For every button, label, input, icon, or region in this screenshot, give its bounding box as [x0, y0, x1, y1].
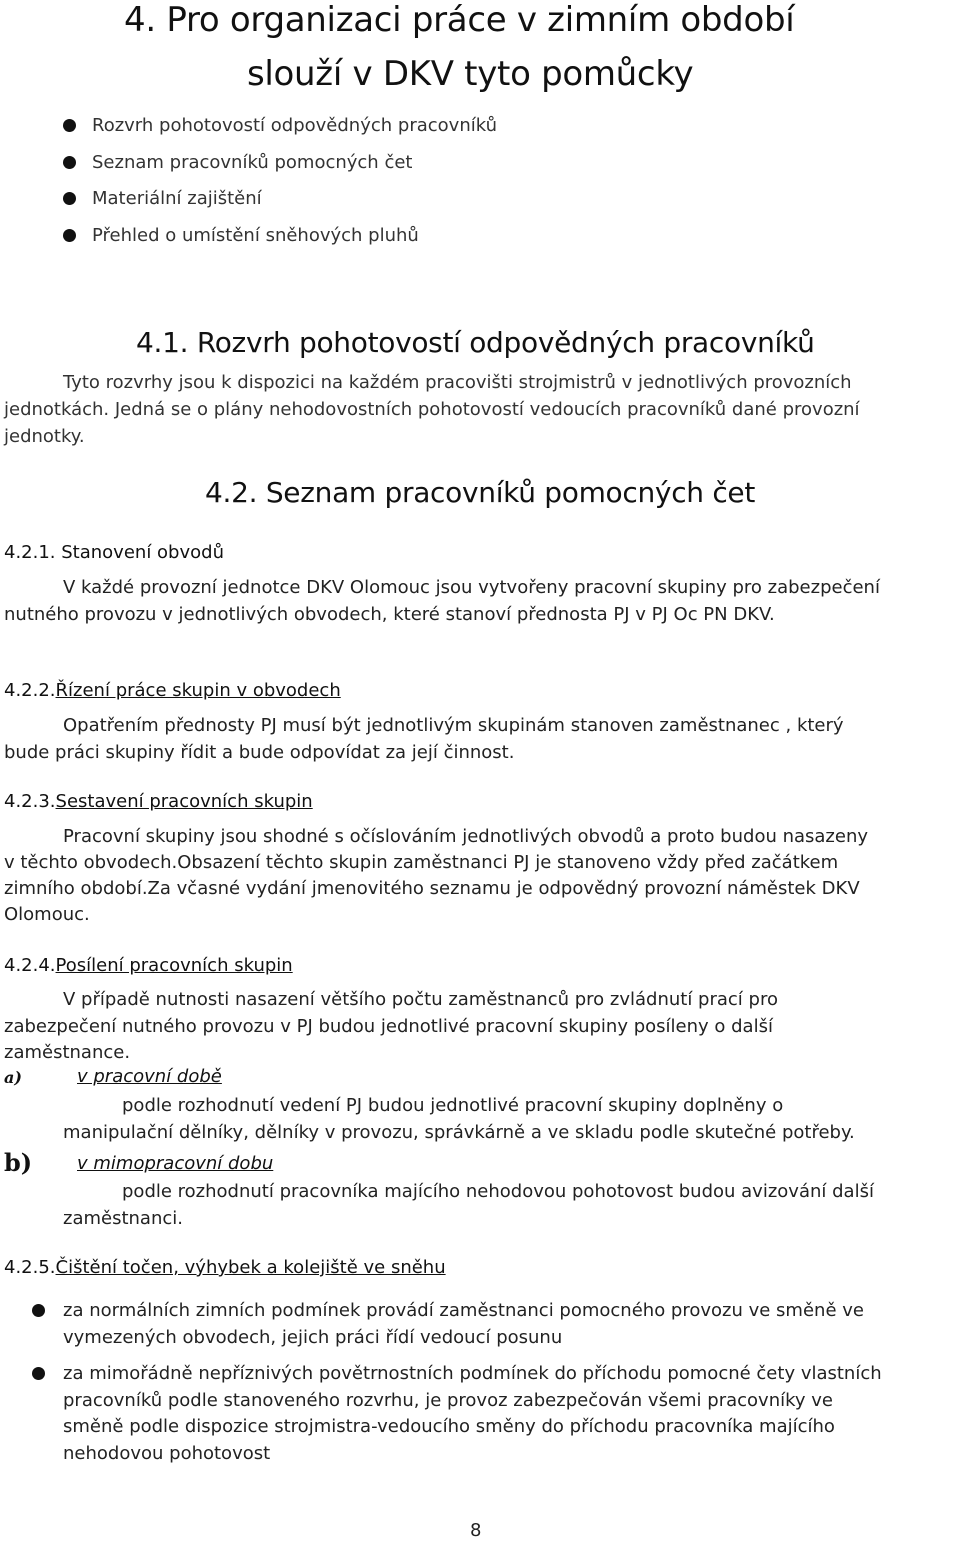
subsection-b-text-line: zaměstnanci. [63, 1208, 183, 1229]
section-4-2-1-text-line: V každé provozní jednotce DKV Olomouc jsou vytvořeny pracovní skupiny pro zabezpečení [63, 577, 880, 598]
intro-list [92, 112, 497, 258]
section-4-2-4-heading: 4.2.4.Posílení pracovních skupin [4, 955, 293, 976]
list-marker-a: a) [4, 1068, 22, 1087]
section-4-2-5-bullet-line: za normálních zimních podmínek provádí zaměstnanci pomocného provozu ve směně ve [63, 1300, 864, 1321]
section-4-2-5-bullet-line: směně podle dispozice strojmistra-vedoucího směny do příchodu pracovníka majícího [63, 1416, 835, 1437]
bullet-icon [63, 119, 76, 132]
section-4-2-1-text-line: nutného provozu v jednotlivých obvodech, které stanoví přednosta PJ v PJ Oc PN DKV. [4, 604, 775, 625]
section-4-1-text-line: jednotky. [4, 426, 85, 447]
subsection-a-text-line: podle rozhodnutí vedení PJ budou jednotlivé pracovní skupiny doplněny o [122, 1095, 784, 1116]
section-4-2-2-text-line: Opatřením přednosty PJ musí být jednotlivým skupinám stanoven zaměstnanec , který [63, 715, 844, 736]
bullet-icon [63, 156, 76, 169]
section-4-2-1-title: 4.2.1. Stanovení obvodů [4, 542, 224, 563]
section-4-2-5-bullet-line: pracovníků podle stanoveného rozvrhu, je provoz zabezpečován všemi pracovníky ve [63, 1390, 833, 1411]
list-item: Rozvrh pohotovostí odpovědných pracovníků [92, 112, 497, 149]
section-4-1-title: 4.1. Rozvrh pohotovostí odpovědných pracovníků [136, 326, 815, 359]
section-4-2-5-bullet-line: nehodovou pohotovost [63, 1443, 271, 1464]
section-4-2-3-text-line: v těchto obvodech.Obsazení těchto skupin zaměstnanci PJ je stanoveno vždy před začátkem [4, 852, 839, 873]
subsection-b-title: v mimopracovní dobu [77, 1153, 274, 1174]
page-title-line2: slouží v DKV tyto pomůcky [247, 54, 694, 94]
section-4-2-3-text-line: Pracovní skupiny jsou shodné s očíslováním jednotlivých obvodů a proto budou nasazeny [63, 826, 869, 847]
section-4-2-5-title: Čištění točen, výhybek a kolejiště ve sněhu [55, 1257, 446, 1278]
section-4-1-text-line: jednotkách. Jedná se o plány nehodovostních pohotovostí vedoucích pracovníků dané provozní [4, 399, 860, 420]
section-4-2-4-text-line: V případě nutnosti nasazení většího počtu zaměstnanců pro zvládnutí prací pro [63, 989, 778, 1010]
subsection-a-title: v pracovní době [77, 1066, 222, 1087]
list-marker-b: b) [4, 1148, 33, 1177]
page-number: 8 [470, 1520, 482, 1541]
section-4-2-3-title: Sestavení pracovních skupin [55, 791, 313, 812]
section-4-2-2-heading: 4.2.2.Řízení práce skupin v obvodech [4, 680, 341, 701]
section-4-2-5-bullet-line: za mimořádně nepříznivých povětrnostních podmínek do příchodu pomocné čety vlastních [63, 1363, 882, 1384]
section-4-2-4-text-line: zabezpečení nutného provozu v PJ budou jednotlivé pracovní skupiny posíleny o další [4, 1016, 773, 1037]
section-4-2-4-text-line: zaměstnance. [4, 1042, 131, 1063]
list-item: Materiální zajištění [92, 185, 497, 222]
section-4-2-5-heading: 4.2.5.Čištění točen, výhybek a kolejiště ve sněhu [4, 1257, 446, 1278]
list-item: Seznam pracovníků pomocných čet [92, 149, 497, 186]
section-4-2-3-text-line: Olomouc. [4, 904, 90, 925]
subsection-a-text-line: manipulační dělníky, dělníky v provozu, správkárně a ve skladu podle skutečné potřeby. [63, 1122, 855, 1143]
bullet-icon [63, 192, 76, 205]
bullet-icon [32, 1367, 45, 1380]
page-title: 4. Pro organizaci práce v zimním období [124, 0, 795, 40]
subsection-b-text-line: podle rozhodnutí pracovníka majícího nehodovou pohotovost budou avizování další [122, 1181, 874, 1202]
section-4-2-3-heading: 4.2.3.Sestavení pracovních skupin [4, 791, 313, 812]
section-4-1-text-line: Tyto rozvrhy jsou k dispozici na každém pracovišti strojmistrů v jednotlivých provozních [63, 372, 852, 393]
section-4-2-5-bullet-line: vymezených obvodech, jejich práci řídí vedoucí posunu [63, 1327, 563, 1348]
section-4-2-4-title: Posílení pracovních skupin [55, 955, 293, 976]
bullet-icon [32, 1304, 45, 1317]
section-4-2-2-text-line: bude práci skupiny řídit a bude odpovídat za její činnost. [4, 742, 515, 763]
section-4-2-2-title: Řízení práce skupin v obvodech [55, 680, 341, 701]
list-item: Přehled o umístění sněhových pluhů [92, 222, 497, 259]
section-4-2-3-text-line: zimního období.Za včasné vydání jmenovitého seznamu je odpovědný provozní náměstek DKV [4, 878, 860, 899]
section-4-2-title: 4.2. Seznam pracovníků pomocných čet [205, 476, 756, 509]
bullet-icon [63, 229, 76, 242]
